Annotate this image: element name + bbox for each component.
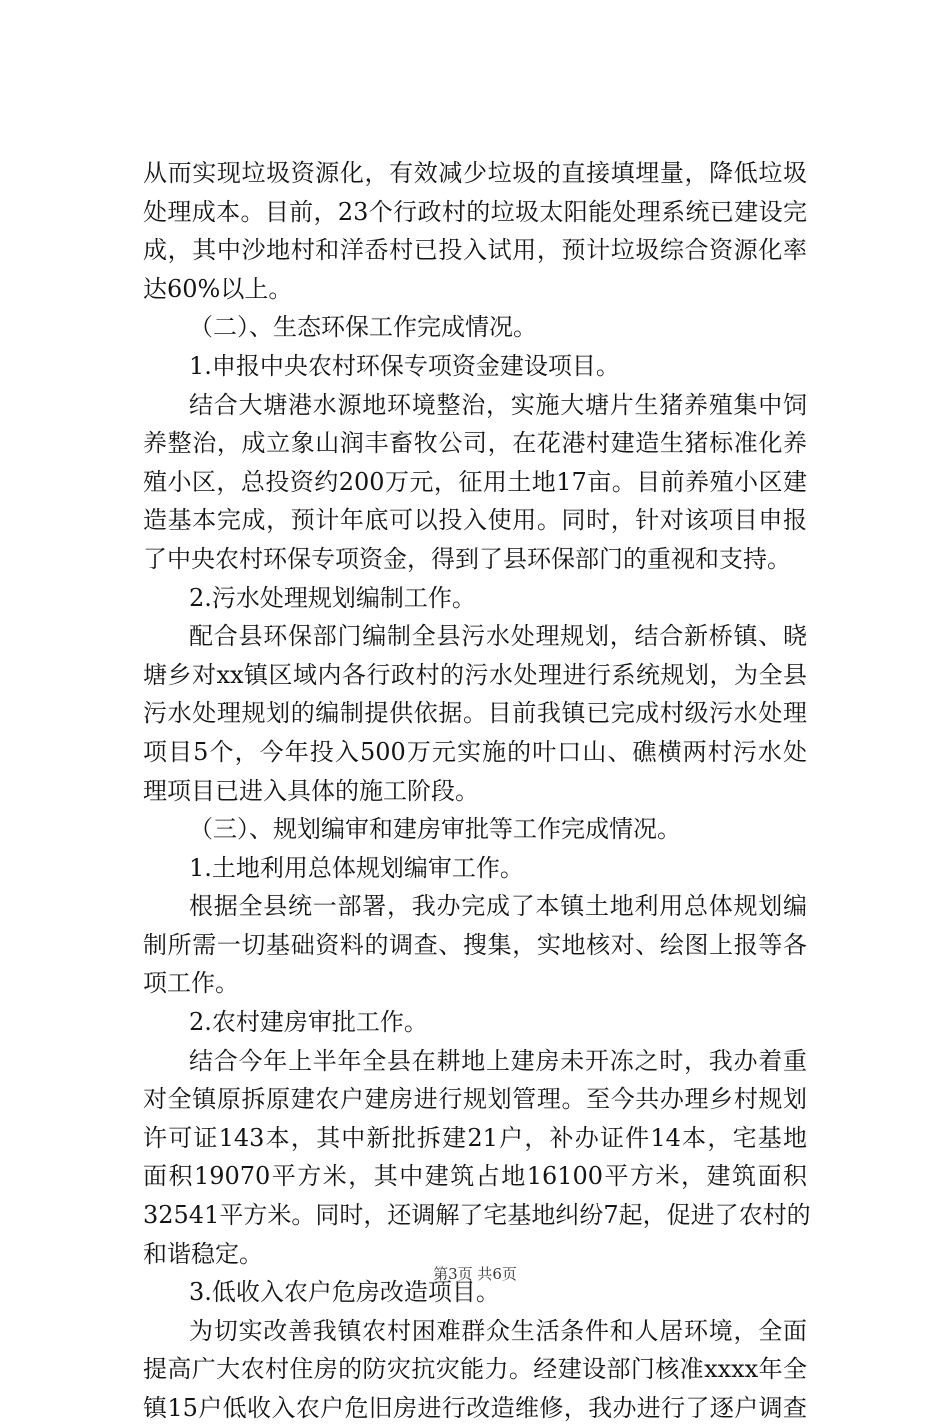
text-line: 配合县环保部门编制全县污水处理规划，结合新桥镇、晓 [189, 622, 807, 651]
text-line: 1.土地利用总体规划编审工作。 [189, 853, 524, 882]
text-line: 造基本完成，预计年底可以投入使用。同时，针对该项目申报 [143, 506, 807, 535]
text-line: 项工作。 [143, 969, 239, 998]
text-line: 镇15户低收入农户危旧房进行改造维修，我办进行了逐户调查 [143, 1394, 807, 1422]
text-line: 塘乡对xx镇区域内各行政村的污水处理进行系统规划，为全县 [143, 660, 807, 689]
text-line: 达60%以上。 [143, 274, 293, 303]
text-line: 32541平方米。同时，还调解了宅基地纠纷7起，促进了农村的 [143, 1201, 811, 1230]
text-line: 对全镇原拆原建农户建房进行规划管理。至今共办理乡村规划 [143, 1085, 807, 1114]
page-footer: 第3页 共6页 [433, 1265, 517, 1283]
text-line: （三）、规划编审和建房审批等工作完成情况。 [189, 815, 681, 844]
text-line: 和谐稳定。 [143, 1239, 263, 1268]
text-line: 理项目已进入具体的施工阶段。 [143, 776, 479, 805]
text-line: 1.申报中央农村环保专项资金建设项目。 [189, 351, 620, 380]
text-line: 成，其中沙地村和洋岙村已投入试用，预计垃圾综合资源化率 [143, 236, 807, 265]
text-line: 3.低收入农户危房改造项目。 [189, 1278, 500, 1307]
text-line: 污水处理规划的编制提供依据。目前我镇已完成村级污水处理 [143, 699, 807, 728]
text-line: 制所需一切基础资料的调查、搜集，实地核对、绘图上报等各 [143, 930, 807, 959]
text-line: 处理成本。目前，23个行政村的垃圾太阳能处理系统已建设完 [143, 197, 807, 226]
text-line: 从而实现垃圾资源化，有效减少垃圾的直接填埋量，降低垃圾 [143, 159, 807, 187]
text-line: 2.农村建房审批工作。 [189, 1008, 428, 1037]
text-line: 了中央农村环保专项资金，得到了县环保部门的重视和支持。 [143, 544, 791, 573]
text-line: 为切实改善我镇农村困难群众生活条件和人居环境，全面 [189, 1316, 807, 1345]
text-line: 许可证143本，其中新批拆建21户，补办证件14本，宅基地 [143, 1123, 807, 1152]
text-line: （二）、生态环保工作完成情况。 [189, 313, 537, 342]
text-line: 提高广大农村住房的防灾抗灾能力。经建设部门核准xxxx年全 [143, 1355, 807, 1384]
text-line: 结合大塘港水源地环境整治，实施大塘片生猪养殖集中饲 [189, 390, 807, 419]
text-line: 2.污水处理规划编制工作。 [189, 583, 476, 612]
text-line: 面积19070平方米，其中建筑占地16100平方米，建筑面积 [143, 1162, 807, 1191]
text-line: 根据全县统一部署，我办完成了本镇土地利用总体规划编 [189, 892, 807, 921]
text-line: 养整治，成立象山润丰畜牧公司，在花港村建造生猪标准化养 [143, 429, 807, 458]
text-line: 殖小区，总投资约200万元，征用土地17亩。目前养殖小区建 [143, 467, 807, 496]
text-line: 结合今年上半年全县在耕地上建房未开冻之时，我办着重 [189, 1046, 807, 1075]
document-body [143, 154, 811, 1428]
text-line: 项目5个，今年投入500万元实施的叶口山、礁横两村污水处 [143, 737, 807, 766]
